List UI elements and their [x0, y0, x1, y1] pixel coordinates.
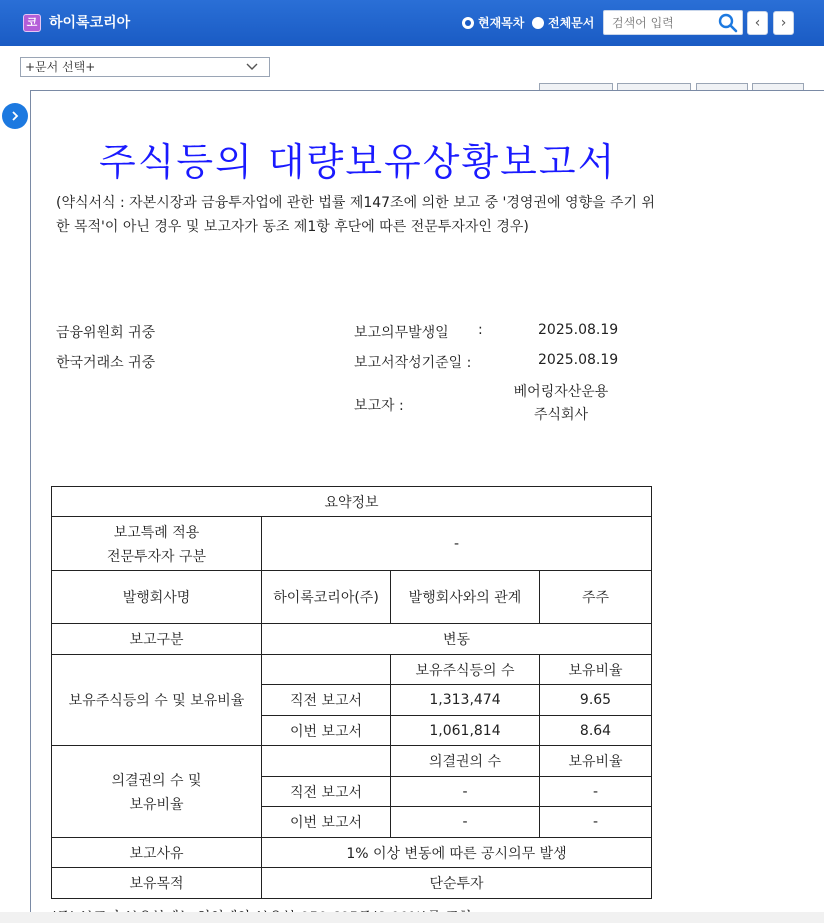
search-input[interactable] — [604, 11, 714, 34]
obligation-date: 2025.08.19 — [538, 322, 619, 338]
voting-label-line2: 보유비율 — [129, 796, 184, 813]
col-votes-header: 의결권의 수 — [391, 746, 540, 777]
reporter-name-2: 주식회사 — [533, 407, 589, 423]
issuer-label: 발행회사명 — [52, 571, 262, 624]
radio-current-toc[interactable] — [462, 14, 524, 31]
vote-this-count: - — [391, 807, 540, 838]
chevron-right-icon: › — [780, 15, 787, 31]
search-icon[interactable] — [718, 13, 738, 33]
recipient-fsc: 금융위원회 귀중 — [56, 325, 156, 341]
label-prep-date: 보고서작성기준일 : — [354, 355, 472, 371]
col-vote-ratio-header: 보유비율 — [540, 746, 652, 777]
vote-prev-count: - — [391, 777, 540, 807]
purpose-value: 단순투자 — [262, 868, 652, 899]
bottom-scroll-area — [0, 912, 824, 923]
radio-all-doc-label: 전체문서 — [548, 16, 595, 30]
col-shares-header: 보유주식등의 수 — [391, 655, 540, 685]
col-ratio-header: 보유비율 — [540, 655, 652, 685]
prep-date: 2025.08.19 — [538, 352, 619, 368]
special-label-line1: 보고특례 적용 — [113, 524, 200, 541]
document-subtitle: (약식서식 : 자본시장과 금융투자업에 관한 법률 제147조에 의한 보고 중 '경영권에 영향을 주기 위한 목적'이 아닌 경우 및 보고자가 동조 제1항 후단에 따른 전문투자자인 경우) — [56, 195, 655, 235]
reason-label: 보고사유 — [52, 838, 262, 868]
blank-cell — [262, 655, 391, 685]
sidebar-toggle-button[interactable] — [2, 103, 28, 129]
issuer-value: 하이록코리아(주) — [262, 571, 391, 624]
document-title: 주식등의 대량보유상황보고서 — [99, 140, 617, 184]
purpose-label: 보유목적 — [52, 868, 262, 899]
report-type-label: 보고구분 — [52, 624, 262, 655]
vote-prev-ratio: - — [540, 777, 652, 807]
blank-cell — [262, 746, 391, 777]
this-report-label: 이번 보고서 — [262, 716, 391, 746]
app-logo-icon: 코 — [23, 14, 41, 32]
prev-page-button[interactable] — [747, 11, 768, 35]
chevron-left-icon: ‹ — [754, 15, 761, 31]
document-select[interactable] — [20, 57, 270, 77]
report-type-value: 변동 — [262, 624, 652, 655]
special-label-line2: 전문투자자 구분 — [106, 548, 207, 565]
summary-heading: 요약정보 — [52, 487, 652, 517]
radio-all-doc[interactable] — [532, 14, 594, 31]
vote-this-ratio: - — [540, 807, 652, 838]
app-title: 하이록코리아 — [49, 15, 131, 31]
label-obligation-date: 보고의무발생일 — [354, 325, 449, 341]
summary-table — [51, 486, 652, 899]
vote-this-report-label: 이번 보고서 — [262, 807, 391, 838]
chevron-right-icon — [9, 110, 21, 122]
holdings-label: 보유주식등의 수 및 보유비율 — [52, 655, 262, 746]
colon-separator: : — [478, 322, 483, 338]
search-box[interactable] — [603, 10, 743, 35]
special-value: - — [262, 517, 652, 571]
voting-label — [52, 746, 262, 838]
radio-selected-icon[interactable] — [462, 17, 474, 29]
special-label — [52, 517, 262, 571]
vote-prev-report-label: 직전 보고서 — [262, 777, 391, 807]
top-header-bar — [0, 0, 824, 46]
relation-value: 주주 — [540, 571, 652, 624]
radio-current-toc-label: 현재목차 — [478, 16, 525, 30]
prev-shares: 1,313,474 — [391, 685, 540, 716]
relation-label: 발행회사와의 관계 — [391, 571, 540, 624]
this-shares: 1,061,814 — [391, 716, 540, 746]
reporter-name-1: 베어링자산운용 — [513, 384, 609, 400]
label-reporter: 보고자 : — [354, 398, 404, 414]
voting-label-line1: 의결권의 수 및 — [111, 772, 202, 789]
radio-unselected-icon[interactable] — [532, 17, 544, 29]
this-ratio: 8.64 — [540, 716, 652, 746]
document-select-value: +문서 선택+ — [25, 60, 96, 74]
reason-value: 1% 이상 변동에 따른 공시의무 발생 — [262, 838, 652, 868]
prev-ratio: 9.65 — [540, 685, 652, 716]
next-page-button[interactable] — [773, 11, 794, 35]
recipient-krx: 한국거래소 귀중 — [56, 355, 156, 371]
chevron-down-icon — [245, 60, 259, 74]
prev-report-label: 직전 보고서 — [262, 685, 391, 716]
document-viewer[interactable] — [30, 90, 824, 920]
